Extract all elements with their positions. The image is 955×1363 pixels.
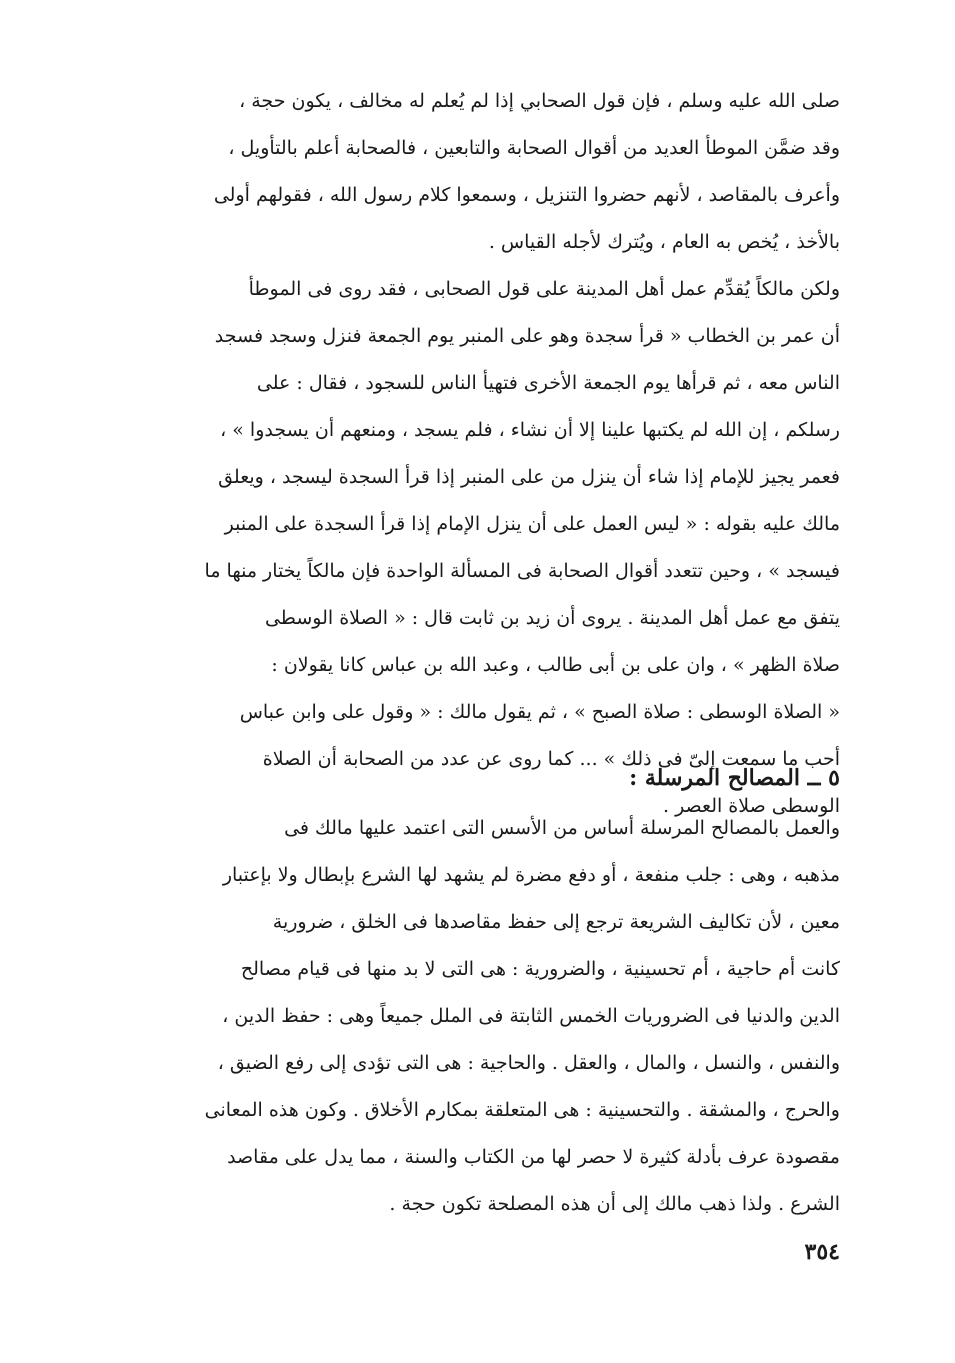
- text-line: ولكن مالكاً يُقدِّم عمل أهل المدينة على قول الصحابى ، فقد روى فى الموطأ: [248, 278, 840, 300]
- text-line: أحب ما سمعت إلىّ فى ذلك » ... كما روى عن عدد من الصحابة أن الصلاة: [262, 748, 840, 770]
- text-line: مالك عليه بقوله : « ليس العمل على أن ينزل الإمام إذا قرأ السجدة على المنبر: [224, 513, 840, 535]
- text-line: فعمر يجيز للإمام إذا شاء أن ينزل من على المنبر إذا قرأ السجدة ليسجد ، ويعلق: [218, 466, 840, 488]
- text-line: « الصلاة الوسطى : صلاة الصبح » ، ثم يقول مالك : « وقول على وابن عباس: [239, 701, 840, 723]
- text-line: والعمل بالمصالح المرسلة أساس من الأسس التى اعتمد عليها مالك فى: [284, 817, 840, 839]
- text-line: رسلكم ، إن الله لم يكتبها علينا إلا أن نشاء ، فلم يسجد ، ومنعهم أن يسجدوا » ،: [220, 419, 840, 441]
- text-line: بالأخذ ، يُخص به العام ، ويُترك لأجله القياس .: [488, 231, 840, 253]
- text-line: كانت أم حاجية ، أم تحسينية ، والضرورية : هى التى لا بد منها فى قيام مصالح: [240, 958, 840, 980]
- text-line: مذهبه ، وهى : جلب منفعة ، أو دفع مضرة لم يشهد لها الشرع بإبطال ولا بإعتبار: [222, 864, 840, 886]
- text-line: وأعرف بالمقاصد ، لأنهم حضروا التنزيل ، وسمعوا كلام رسول الله ، فقولهم أولى: [213, 184, 840, 206]
- paragraph-sahabi-opinion: [110, 78, 840, 266]
- section-heading: ٥ ــ المصالح المرسلة :: [629, 765, 840, 791]
- text-line: صلى الله عليه وسلم ، فإن قول الصحابي إذا لم يُعلم له مخالف ، يكون حجة ،: [239, 90, 840, 112]
- paragraph-masalih-mursala: [110, 805, 840, 1228]
- text-line: وقد ضمَّن الموطأ العديد من أقوال الصحابة والتابعين ، فالصحابة أعلم بالتأويل ،: [228, 137, 840, 159]
- text-line: والنفس ، والنسل ، والمال ، والعقل . والحاجية : هى التى تؤدى إلى رفع الضيق ،: [217, 1052, 840, 1074]
- page-number: ٣٥٤: [804, 1239, 840, 1265]
- text-line: صلاة الظهر » ، وان على بن أبى طالب ، وعبد الله بن عباس كانا يقولان :: [271, 654, 840, 676]
- text-line: الوسطى صلاة العصر .: [662, 795, 840, 817]
- text-line: معين ، لأن تكاليف الشريعة ترجع إلى حفظ مقاصدها فى الخلق ، ضرورية: [272, 911, 840, 933]
- text-line: الناس معه ، ثم قرأها يوم الجمعة الأخرى فتهيأ الناس للسجود ، فقال : على: [256, 372, 840, 394]
- text-line: مقصودة عرف بأدلة كثيرة لا حصر لها من الكتاب والسنة ، مما يدل على مقاصد: [227, 1146, 840, 1168]
- text-line: الشرع . ولذا ذهب مالك إلى أن هذه المصلحة تكون حجة .: [389, 1193, 840, 1215]
- paragraph-madina-practice: [110, 266, 840, 830]
- text-line: يتفق مع عمل أهل المدينة . يروى أن زيد بن ثابت قال : « الصلاة الوسطى: [264, 607, 840, 629]
- text-line: والحرج ، والمشقة . والتحسينية : هى المتعلقة بمكارم الأخلاق . وكون هذه المعانى: [204, 1099, 840, 1121]
- text-line: أن عمر بن الخطاب « قرأ سجدة وهو على المنبر يوم الجمعة فنزل وسجد فسجد: [214, 325, 840, 347]
- text-line: الدين والدنيا فى الضروريات الخمس الثابتة فى الملل جميعاً وهى : حفظ الدين ،: [222, 1005, 840, 1027]
- text-line: فيسجد » ، وحين تتعدد أقوال الصحابة فى المسألة الواحدة فإن مالكاً يختار منها ما: [204, 560, 840, 582]
